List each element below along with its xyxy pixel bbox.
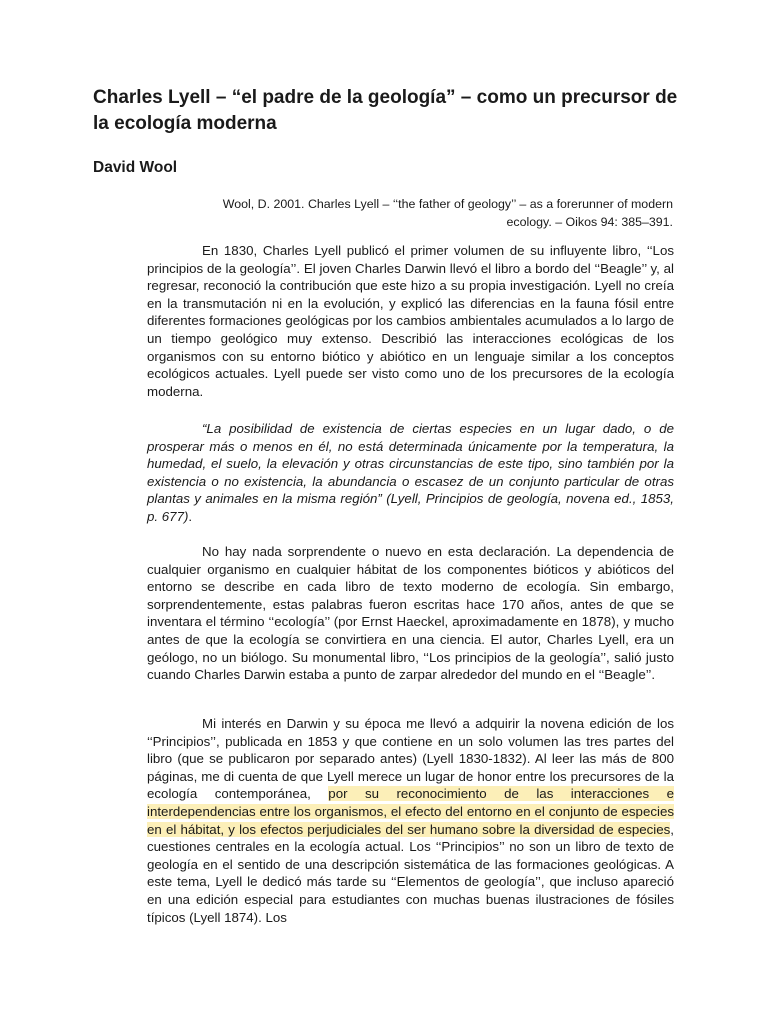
document-author: David Wool xyxy=(93,159,178,176)
paragraph-interest-start: Mi interés en Darwin y su época me llevó a adquirir la novena edición de los ‘‘Principios’’, publicada en 1853 y que contiene en un solo volumen las tres partes del libro (que se publicaron por separado antes) (Lyell 1830-1832). Al leer las más de 800 páginas, me di cuenta de que Lyell merece un lugar de honor entre los precursores de la ecología contemporánea, xyxy=(147,716,674,802)
quote-end: . xyxy=(188,508,193,524)
document-citation: Wool, D. 2001. Charles Lyell – ‘‘the father of geology’’ – as a forerunner of modern ecology. – Oikos 94: 385–391. xyxy=(222,197,673,229)
paragraph-interest-end: , cuestiones centrales en la ecología actual. Los ‘‘Principios’’ no son un libro de texto de geología en el sentido de una descripción sistemática de las formaciones geológicas. A este tema, Lyell le dedicó más tarde su ‘‘Elementos de geología’’, que incluso apareció en una edición especial para estudiantes con muchas buenas ilustraciones de fósiles típicos (Lyell 1874). Los xyxy=(147,821,674,925)
document-title: Charles Lyell – “el padre de la geología” – como un precursor de la ecología moderna xyxy=(93,87,678,134)
lyell-quote xyxy=(147,420,674,526)
paragraph-interest xyxy=(147,715,674,926)
paragraph-intro: En 1830, Charles Lyell publicó el primer volumen de su influyente libro, ‘‘Los principios de la geología’’. El joven Charles Darwin llevó el libro a bordo del ‘‘Beagle’’ y, al regresar, reconoció la contribución que este hizo a su propia investigación. Lyell no creía en la transmutación ni en la evolución, y explicó las diferencias en la fauna fósil entre diferentes formaciones geológicas por los cambios ambientales acumulados a lo largo de un tiempo geológico muy extenso. Describió las interacciones ecológicas de los organismos con su entorno biótico y abiótico en un lenguaje similar a los conceptos ecológicos actuales. Lyell puede ser visto como uno de los precursores de la ecología moderna. xyxy=(147,243,674,399)
paragraph-declaration: No hay nada sorprendente o nuevo en esta declaración. La dependencia de cualquier organismo en cualquier hábitat de los componentes bióticos y abióticos del entorno se describe en cada libro de texto moderno de ecología. Sin embargo, sorprendentemente, estas palabras fueron escritas hace 170 años, antes de que se inventara el término ‘‘ecología’’ (por Ernst Haeckel, aproximadamente en 1878), y mucho antes de que la ecología se convirtiera en una ciencia. El autor, Charles Lyell, era un geólogo, no un biólogo. Su monumental libro, ‘‘Los principios de la geología’’, salió justo cuando Charles Darwin estaba a punto de zarpar alrededor del mundo en el ‘‘Beagle’’. xyxy=(147,544,674,683)
quote-source: (Lyell, Principios de geología, novena ed., 1853, p. 677) xyxy=(147,491,675,524)
quote-text: “La posibilidad de existencia de ciertas especies en un lugar dado, o de prosperar más o menos en él, no está determinada únicamente por la temperatura, la humedad, el suelo, la elevación y otras circunstancias de este tipo, sino también por la existencia o no existencia, la abundancia o escasez de un conjunto particular de otras plantas y animales en la misma región” xyxy=(147,421,674,507)
highlighted-text[interactable]: por su reconocimiento de las interacciones e interdependencias entre los organismos, el efecto del entorno en el conjunto de especies en el hábitat, y los efectos perjudiciales del ser humano sobre la diversidad de especies xyxy=(147,786,674,837)
